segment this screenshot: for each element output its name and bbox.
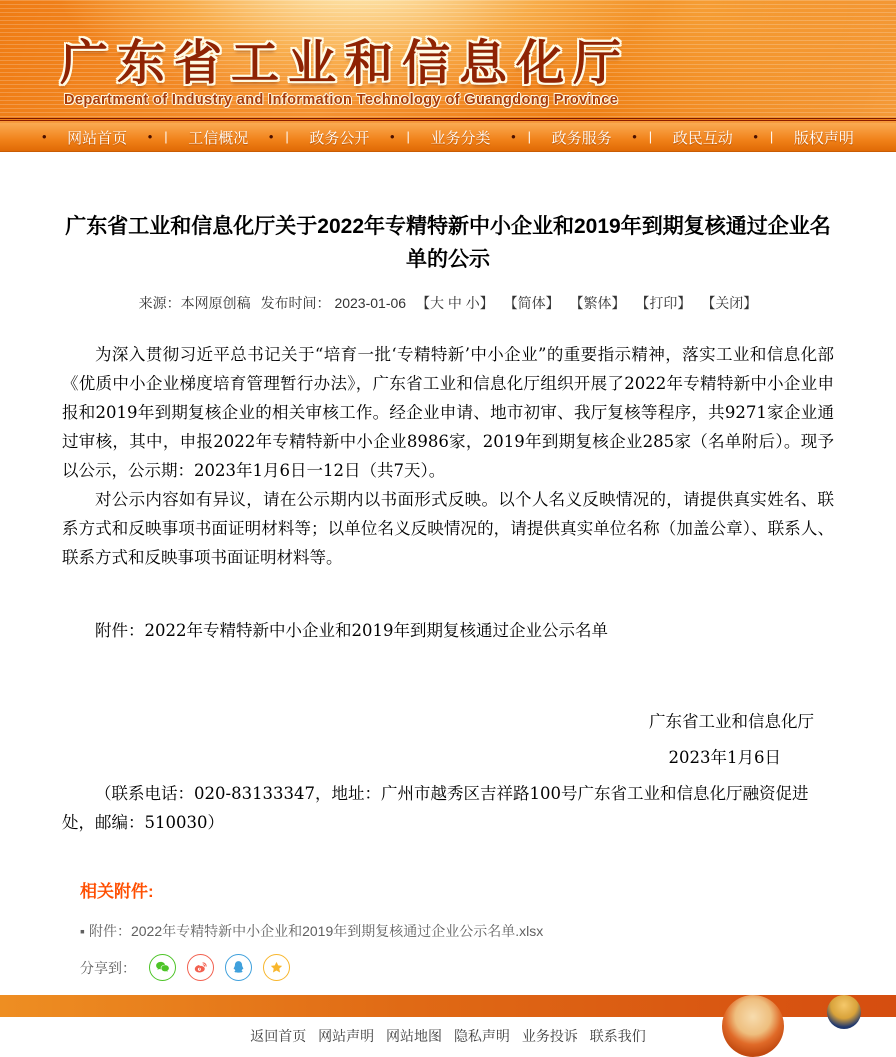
nav-item-overview[interactable]: 工信概况	[188, 129, 249, 147]
close-button[interactable]: 【关闭】	[701, 295, 758, 311]
site-title: 广东省工业和信息化厅	[60, 37, 631, 90]
nav-item-services[interactable]: 政务服务	[551, 129, 612, 147]
nav-item-interaction[interactable]: 政民互动	[672, 129, 733, 147]
footer-emblem-badge	[722, 995, 784, 1057]
nav-bullet-icon	[632, 128, 637, 146]
share-row	[80, 954, 834, 981]
share-label: 分享到：	[80, 959, 136, 976]
body-attachment-line: 附件：2022年专精特新中小企业和2019年到期复核通过企业公示名单	[95, 621, 608, 640]
site-subtitle-english: Department of Industry and Information Technology of Guangdong Province	[64, 92, 619, 108]
footer-link-contact[interactable]: 联系我们	[589, 1028, 646, 1044]
signature-department: 广东省工业和信息化厅	[649, 712, 814, 731]
nav-separator	[285, 128, 288, 146]
paragraph-2: 对公示内容如有异议，请在公示期内以书面形式反映。以个人名义反映情况的，请提供真实姓名、联系方式和反映事项书面证明材料等；以单位名义反映情况的，请提供真实单位名称（加盖公章）、联系人、联系方式和反映事项书面证明材料等。	[62, 490, 834, 567]
signature-date: 2023年1月6日	[668, 748, 781, 767]
footer-link-site-statement[interactable]: 网站声明	[318, 1028, 375, 1044]
related-attachments-section	[62, 877, 834, 981]
nav-item-home[interactable]: 网站首页	[67, 129, 128, 147]
attachment-file-row	[80, 921, 834, 941]
nav-separator	[164, 128, 167, 146]
footer-link-complaints[interactable]: 业务投诉	[521, 1028, 578, 1044]
attachment-bullet-icon: ▪	[80, 923, 85, 939]
nav-bullet-icon	[42, 128, 47, 146]
nav-separator	[770, 128, 773, 146]
article-meta	[62, 293, 834, 313]
contact-info: （联系电话：020-83133347，地址：广州市越秀区吉祥路100号广东省工业和信息化厅融资促进处，邮编：510030）	[62, 784, 809, 832]
share-wechat-icon[interactable]	[149, 954, 176, 981]
nav-bullet-icon	[390, 128, 395, 146]
font-size-control[interactable]: 【大 中 小】	[415, 295, 494, 311]
print-button[interactable]: 【打印】	[635, 295, 692, 311]
nav-bullet-icon	[511, 128, 516, 146]
nav-separator	[528, 128, 531, 146]
share-qzone-icon[interactable]	[263, 954, 290, 981]
nav-separator	[649, 128, 652, 146]
paragraph-1: 为深入贯彻习近平总书记关于“培育一批‘专精特新’中小企业”的重要指示精神，落实工业和信息化部《优质中小企业梯度培育管理暂行办法》，广东省工业和信息化厅组织开展了2022年专精特新中小企业申报和2019年到期复核企业的相关审核工作。经企业申请、地市初审、我厅复核等程序，共9271家企业通过审核，其中，申报2022年专精特新中小企业8986家，2019年到期复核企业285家（名单附后）。现予以公示，公示期：2023年1月6日一12日（共7天）。	[62, 345, 834, 480]
nav-item-copyright[interactable]: 版权声明	[793, 129, 854, 147]
article-title: 广东省工业和信息化厅关于2022年专精特新中小企业和2019年到期复核通过企业名单的公示	[65, 215, 831, 271]
site-banner	[0, 0, 896, 118]
simplified-chinese-button[interactable]: 【简体】	[503, 295, 560, 311]
article-source: 来源：本网原创稿	[138, 295, 251, 311]
article-content	[62, 210, 834, 981]
main-nav	[0, 123, 896, 152]
traditional-chinese-button[interactable]: 【繁体】	[569, 295, 626, 311]
footer-link-sitemap[interactable]: 网站地图	[386, 1028, 443, 1044]
footer-link-home[interactable]: 返回首页	[250, 1028, 307, 1044]
attachment-file-link[interactable]: 附件：2022年专精特新中小企业和2019年到期复核通过企业公示名单.xlsx	[88, 923, 544, 939]
article-body	[62, 340, 834, 572]
footer-seal-badge	[827, 995, 861, 1029]
article-publish-time: 发布时间： 2023-01-06	[260, 295, 407, 311]
nav-bullet-icon	[753, 128, 758, 146]
nav-item-business[interactable]: 业务分类	[430, 129, 491, 147]
footer-link-privacy[interactable]: 隐私声明	[453, 1028, 510, 1044]
nav-bullet-icon	[269, 128, 274, 146]
nav-item-gov-affairs[interactable]: 政务公开	[309, 129, 370, 147]
share-weibo-icon[interactable]	[187, 954, 214, 981]
related-attachments-heading: 相关附件:	[80, 882, 154, 901]
share-qq-icon[interactable]	[225, 954, 252, 981]
nav-separator	[407, 128, 410, 146]
nav-bullet-icon	[148, 128, 153, 146]
